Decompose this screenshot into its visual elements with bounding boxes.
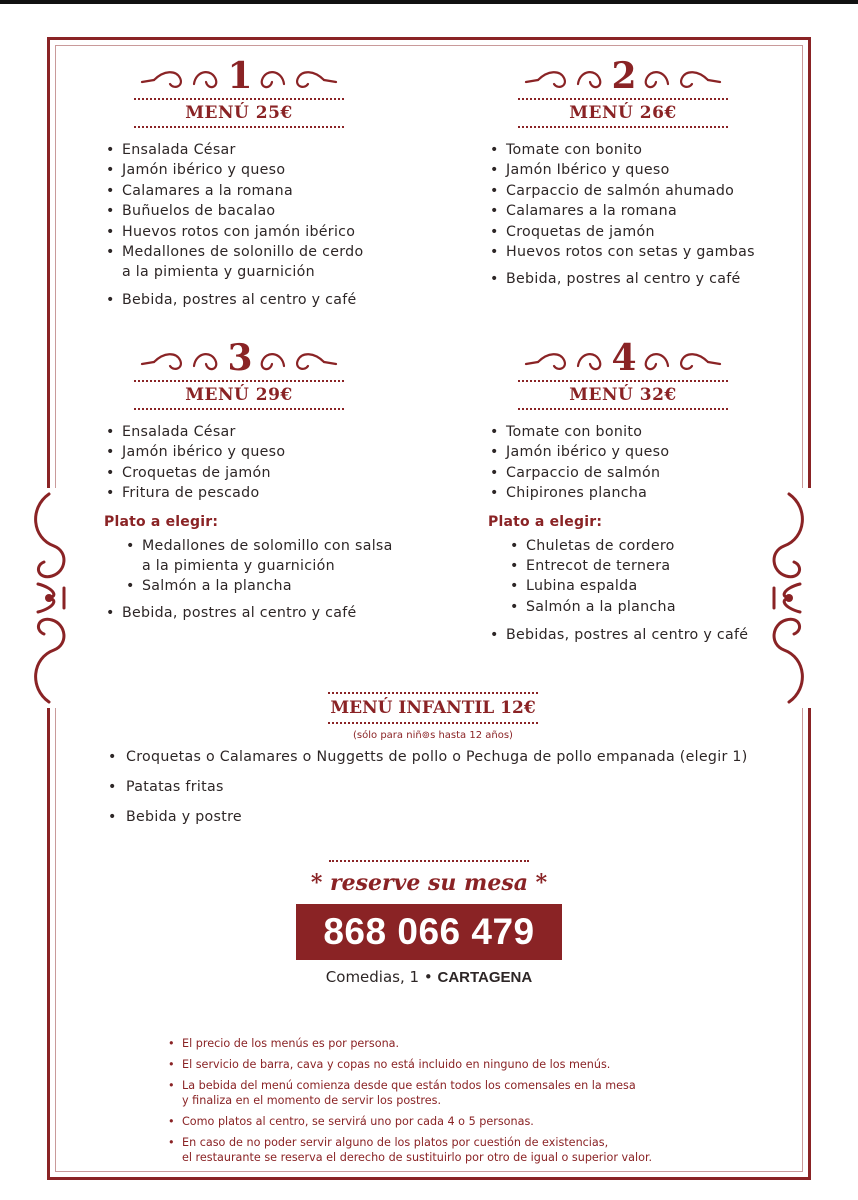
terms-notes bbox=[166, 1036, 726, 1171]
menu-items bbox=[104, 422, 434, 504]
choice-items bbox=[124, 536, 434, 597]
list-item: • Chipirones plancha bbox=[488, 483, 818, 503]
menu-number: 4 bbox=[611, 337, 637, 379]
drink-item: • Bebida, postres al centro y café bbox=[104, 290, 434, 310]
left-scroll-ornament bbox=[24, 488, 74, 708]
reserve-text: reserve su mesa bbox=[330, 870, 528, 896]
phone-number[interactable]: 868 066 479 bbox=[296, 904, 562, 960]
list-item: • Lubina espalda bbox=[508, 576, 818, 596]
dotted-divider bbox=[518, 126, 728, 128]
list-item: • Croquetas de jamón bbox=[104, 463, 434, 483]
note-item: • La bebida del menú comienza desde que están todos los comensales en la mesa y finaliza en el momento de servir los postres. bbox=[166, 1078, 726, 1108]
kids-menu-items bbox=[104, 747, 764, 827]
kids-menu-title: MENÚ INFANTIL 12€ bbox=[330, 698, 536, 718]
menu-items bbox=[488, 140, 818, 290]
menu-1 bbox=[104, 56, 434, 310]
list-item: • Ensalada César bbox=[104, 422, 434, 442]
reservation-block bbox=[296, 860, 562, 986]
note-item: • El servicio de barra, cava y copas no está incluido en ninguno de los menús. bbox=[166, 1057, 726, 1072]
list-item: • Buñuelos de bacalao bbox=[104, 201, 434, 221]
menu-title: MENÚ 25€ bbox=[185, 103, 293, 123]
menu-1-header bbox=[134, 56, 344, 128]
list-item: • Jamón ibérico y queso bbox=[104, 442, 434, 462]
note-item: • Como platos al centro, se servirá uno por cada 4 o 5 personas. bbox=[166, 1114, 726, 1129]
dotted-divider bbox=[134, 126, 344, 128]
list-item: • Fritura de pescado bbox=[104, 483, 434, 503]
note-item: • En caso de no poder servir alguno de los platos por cuestión de existencias, el restaurante se reserva el derecho de sustituirlo por otro de igual o superior valor. bbox=[166, 1135, 726, 1165]
dotted-divider bbox=[134, 408, 344, 410]
list-item: • Croquetas o Calamares o Nuggetts de pollo o Pechuga de pollo empanada (elegir 1) bbox=[104, 747, 764, 767]
list-item: • Tomate con bonito bbox=[488, 140, 818, 160]
bullet-separator: • bbox=[423, 968, 438, 986]
list-item: • Ensalada César bbox=[104, 140, 434, 160]
list-item: • Chuletas de cordero bbox=[508, 536, 818, 556]
kids-menu bbox=[104, 692, 764, 837]
choice-items bbox=[508, 536, 818, 618]
list-item: • Tomate con bonito bbox=[488, 422, 818, 442]
star-icon: * bbox=[310, 870, 323, 896]
note-item: • El precio de los menús es por persona. bbox=[166, 1036, 726, 1051]
choose-label: Plato a elegir: bbox=[488, 513, 603, 530]
reserve-label bbox=[296, 868, 562, 898]
menu-number: 2 bbox=[611, 55, 637, 97]
address-city: CARTAGENA bbox=[437, 969, 533, 986]
drink-item: • Bebida, postres al centro y café bbox=[488, 269, 818, 289]
menu-4 bbox=[488, 338, 818, 646]
drink-list bbox=[104, 603, 434, 623]
kids-menu-header bbox=[328, 692, 538, 741]
address-street: Comedias, 1 bbox=[325, 968, 420, 986]
list-item: • Huevos rotos con setas y gambas bbox=[488, 242, 818, 262]
kids-menu-note: (sólo para niñ⊚s hasta 12 años) bbox=[353, 730, 513, 741]
list-item: • Calamares a la romana bbox=[104, 181, 434, 201]
list-item: • Entrecot de ternera bbox=[508, 556, 818, 576]
dotted-divider bbox=[518, 408, 728, 410]
list-item: • Calamares a la romana bbox=[488, 201, 818, 221]
menu-title: MENÚ 26€ bbox=[569, 103, 677, 123]
list-item: • Jamón Ibérico y queso bbox=[488, 160, 818, 180]
list-item: • Jamón ibérico y queso bbox=[104, 160, 434, 180]
address bbox=[296, 968, 562, 986]
menu-title: MENÚ 29€ bbox=[185, 385, 293, 405]
choose-label: Plato a elegir: bbox=[104, 513, 219, 530]
list-item: • Carpaccio de salmón bbox=[488, 463, 818, 483]
drink-list bbox=[488, 625, 818, 645]
list-item: • Medallones de solomillo con salsa a la pimienta y guarnición bbox=[124, 536, 434, 577]
dotted-divider bbox=[328, 722, 538, 724]
list-item: • Huevos rotos con jamón ibérico bbox=[104, 222, 434, 242]
menu-number: 3 bbox=[227, 337, 253, 379]
menu-items bbox=[488, 422, 818, 504]
star-icon: * bbox=[535, 870, 548, 896]
list-item: • Salmón a la plancha bbox=[508, 597, 818, 617]
list-item: • Carpaccio de salmón ahumado bbox=[488, 181, 818, 201]
menu-2 bbox=[488, 56, 818, 290]
list-item: • Patatas fritas bbox=[104, 777, 764, 797]
drink-item: • Bebida, postres al centro y café bbox=[104, 603, 434, 623]
list-item: • Salmón a la plancha bbox=[124, 576, 434, 596]
menu-items bbox=[104, 140, 434, 310]
menu-2-header bbox=[518, 56, 728, 128]
list-item: • Jamón ibérico y queso bbox=[488, 442, 818, 462]
list-item: • Croquetas de jamón bbox=[488, 222, 818, 242]
menu-4-header bbox=[518, 338, 728, 410]
drink-item: • Bebidas, postres al centro y café bbox=[488, 625, 818, 645]
menu-3 bbox=[104, 338, 434, 623]
menu-title: MENÚ 32€ bbox=[569, 385, 677, 405]
menu-number: 1 bbox=[227, 55, 253, 97]
menu-3-header bbox=[134, 338, 344, 410]
list-item: • Bebida y postre bbox=[104, 807, 764, 827]
dotted-divider bbox=[329, 860, 529, 862]
list-item: • Medallones de solonillo de cerdo a la pimienta y guarnición bbox=[104, 242, 434, 283]
